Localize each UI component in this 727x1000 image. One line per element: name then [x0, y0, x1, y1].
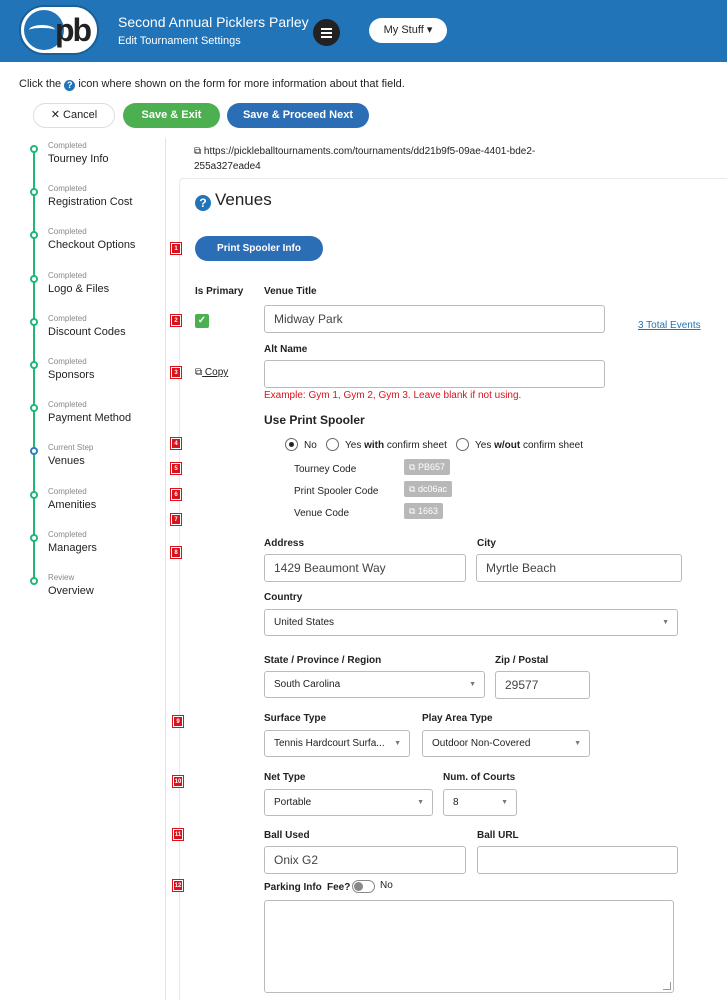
- zip-input[interactable]: 29577: [495, 671, 590, 699]
- country-select[interactable]: United States ▼: [264, 609, 678, 636]
- spooler-yes-without-label: Yes w/out confirm sheet: [475, 440, 584, 451]
- venue-title-input[interactable]: Midway Park: [264, 305, 605, 333]
- step-dot-icon: [30, 231, 38, 239]
- is-primary-checkbox[interactable]: ✓: [195, 314, 209, 328]
- step-status: Review: [48, 573, 75, 582]
- help-question-icon: ?: [64, 80, 75, 91]
- step-dot-icon: [30, 491, 38, 499]
- step-status: Completed: [48, 141, 87, 150]
- venue-code-pill[interactable]: ⧉ 1663: [404, 503, 443, 519]
- fee-label: Fee?: [327, 882, 351, 893]
- chevron-down-icon: ▼: [417, 799, 424, 806]
- num-courts-select[interactable]: 8 ▼: [443, 789, 517, 816]
- copy-url-icon[interactable]: ⧉: [194, 146, 202, 157]
- annotation-badge: 11: [173, 829, 183, 840]
- tournament-url[interactable]: ⧉ https://pickleballtournaments.com/tournaments/dd21b9f5-09ae-4401-bde2-255a327eade4: [194, 146, 536, 172]
- venues-heading: ? Venues: [195, 190, 272, 211]
- annotation-badge: 4: [171, 438, 181, 449]
- chevron-down-icon: ▼: [469, 681, 476, 688]
- annotation-badge: 3: [171, 367, 181, 378]
- spooler-no-radio[interactable]: [285, 438, 298, 451]
- step-status: Completed: [48, 227, 87, 237]
- resize-handle-icon[interactable]: [663, 982, 671, 990]
- city-label: City: [477, 538, 496, 549]
- step-label: Discount Codes: [48, 325, 126, 338]
- annotation-badge: 7: [171, 514, 181, 525]
- step-label: Amenities: [48, 498, 97, 511]
- step-dot-icon: [30, 404, 38, 412]
- annotation-badge: 8: [171, 547, 181, 558]
- address-input[interactable]: 1429 Beaumont Way: [264, 554, 466, 582]
- print-spooler-code-pill[interactable]: ⧉ dc06ac: [404, 481, 452, 497]
- total-events-link[interactable]: 3 Total Events: [638, 320, 701, 331]
- hamburger-menu-button[interactable]: [313, 19, 340, 46]
- app-header: [0, 0, 727, 62]
- play-area-type-label: Play Area Type: [422, 713, 493, 724]
- step-status: Completed: [48, 529, 87, 539]
- spooler-yes-confirm-label: Yes with confirm sheet: [345, 440, 447, 451]
- chevron-down-icon: ▼: [501, 799, 508, 806]
- step-dot-icon: [30, 577, 38, 585]
- surface-type-label: Surface Type: [264, 713, 327, 724]
- step-status: Current Step: [48, 443, 94, 453]
- step-dot-icon: [30, 188, 38, 196]
- step-label: Tourney Info: [48, 153, 109, 165]
- state-label: State / Province / Region: [264, 655, 382, 666]
- num-courts-label: Num. of Courts: [443, 772, 516, 783]
- chevron-down-icon: ▼: [662, 619, 669, 626]
- fee-toggle[interactable]: [352, 880, 375, 893]
- step-status: Completed: [48, 357, 87, 366]
- alt-name-input[interactable]: [264, 360, 605, 388]
- step-status: Completed: [48, 270, 87, 280]
- step-dot-icon: [30, 534, 38, 542]
- address-label: Address: [264, 538, 305, 549]
- step-label: Payment Method: [48, 412, 132, 425]
- parking-info-label: Parking Info: [264, 882, 322, 893]
- save-exit-button[interactable]: Save & Exit: [123, 103, 220, 128]
- venues-help-icon[interactable]: ?: [195, 195, 211, 211]
- venue-code-label: Venue Code: [294, 508, 350, 519]
- ball-url-input[interactable]: [477, 846, 678, 874]
- spooler-yes-without-radio[interactable]: [456, 438, 469, 451]
- play-area-type-select[interactable]: Outdoor Non-Covered ▼: [422, 730, 590, 757]
- step-label: Managers: [48, 541, 97, 554]
- net-type-label: Net Type: [264, 772, 306, 783]
- chevron-down-icon: ▼: [574, 740, 581, 747]
- annotation-badge: 9: [173, 716, 183, 727]
- sidebar-divider: [165, 138, 166, 1000]
- net-type-select[interactable]: Portable ▼: [264, 789, 433, 816]
- fee-toggle-value: No: [380, 880, 393, 891]
- parking-info-textarea[interactable]: [264, 900, 674, 993]
- spooler-yes-confirm-radio[interactable]: [326, 438, 339, 451]
- alt-name-label: Alt Name: [264, 344, 308, 355]
- country-label: Country: [264, 592, 303, 603]
- copy-icon: ⧉: [195, 367, 203, 378]
- annotation-badge: 1: [171, 243, 181, 254]
- logo-swoosh-icon: [29, 25, 55, 35]
- step-dot-icon: [30, 275, 38, 283]
- zip-label: Zip / Postal: [495, 655, 549, 666]
- copy-icon: ⧉: [409, 506, 416, 516]
- step-label: Sponsors: [48, 369, 95, 381]
- tourney-code-pill[interactable]: ⧉ PB657: [404, 459, 450, 475]
- annotation-badge: 12: [173, 880, 183, 891]
- logo-text: pb: [55, 12, 91, 48]
- is-primary-label: Is Primary: [195, 286, 244, 297]
- alt-name-hint: Example: Gym 1, Gym 2, Gym 3. Leave blank if not using.: [264, 390, 522, 401]
- venue-form-card: [179, 178, 727, 1000]
- ball-used-label: Ball Used: [264, 830, 310, 841]
- cancel-button[interactable]: ✕ Cancel: [33, 103, 115, 128]
- state-select[interactable]: South Carolina ▼: [264, 671, 485, 698]
- ball-url-label: Ball URL: [477, 830, 519, 841]
- pb-logo[interactable]: [19, 5, 99, 55]
- step-status: Completed: [48, 400, 87, 410]
- step-label: Venues: [48, 455, 85, 468]
- annotation-badge: 10: [173, 776, 183, 787]
- tourney-code-label: Tourney Code: [294, 464, 357, 475]
- print-spooler-code-label: Print Spooler Code: [294, 486, 379, 497]
- step-label: Overview: [48, 585, 94, 597]
- use-print-spooler-label: Use Print Spooler: [264, 413, 365, 427]
- help-info-line: Click the ? icon where shown on the form for more information about that field.: [19, 78, 405, 90]
- annotation-badge: 6: [171, 489, 181, 500]
- step-status: Completed: [48, 313, 87, 323]
- copy-icon: ⧉: [409, 462, 416, 472]
- surface-type-select[interactable]: Tennis Hardcourt Surfa... ▼: [264, 730, 410, 757]
- annotation-badge: 5: [171, 463, 181, 474]
- venue-title-label: Venue Title: [264, 286, 317, 297]
- print-spooler-info-button[interactable]: Print Spooler Info: [195, 236, 323, 261]
- tournament-title: Second Annual Picklers Parley: [118, 14, 309, 30]
- save-proceed-next-button[interactable]: Save & Proceed Next: [227, 103, 369, 128]
- city-input[interactable]: Myrtle Beach: [476, 554, 682, 582]
- step-label: Registration Cost: [48, 196, 133, 209]
- ball-used-input[interactable]: Onix G2: [264, 846, 466, 874]
- step-dot-icon: [30, 318, 38, 326]
- my-stuff-dropdown[interactable]: My Stuff ▾: [369, 18, 447, 43]
- step-label: Logo & Files: [48, 282, 110, 295]
- annotation-badge: 2: [171, 315, 181, 326]
- step-status: Completed: [48, 486, 87, 496]
- copy-icon: ⧉: [409, 484, 416, 494]
- copy-venue-button[interactable]: ⧉ Copy: [195, 367, 229, 378]
- page-subtitle: Edit Tournament Settings: [118, 35, 241, 47]
- step-label: Checkout Options: [48, 239, 136, 252]
- chevron-down-icon: ▼: [394, 740, 401, 747]
- step-status: Completed: [48, 184, 87, 194]
- step-dot-icon: [30, 145, 38, 153]
- step-dot-icon: [30, 447, 38, 455]
- spooler-no-label: No: [304, 440, 317, 451]
- step-dot-icon: [30, 361, 38, 369]
